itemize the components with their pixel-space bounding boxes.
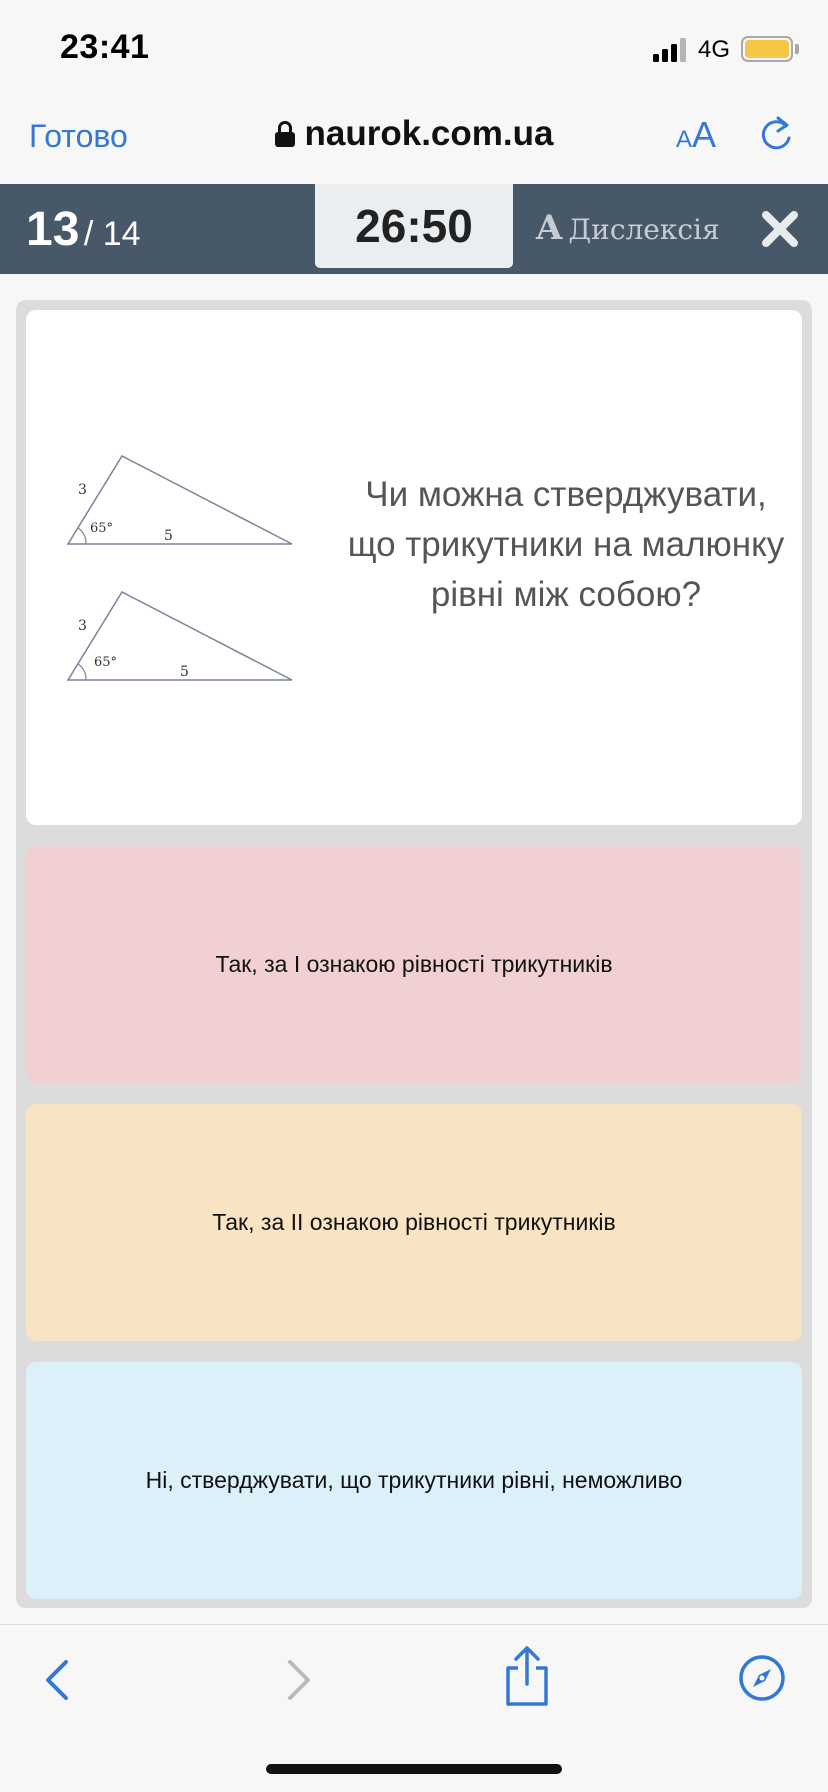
dyslexia-label: Дислексія <box>568 213 720 246</box>
dyslexia-font-icon: A <box>536 208 563 248</box>
triangle-top <box>68 456 292 544</box>
triangle-bottom-side-a: 3 <box>78 618 87 634</box>
compass-icon[interactable] <box>738 1654 786 1702</box>
timer: 26:50 <box>315 184 513 268</box>
triangle-top-angle: 65° <box>90 521 114 536</box>
triangle-top-side-a: 3 <box>78 482 87 498</box>
battery-icon <box>741 36 793 62</box>
signal-bars-icon <box>653 38 689 62</box>
lock-icon <box>275 121 295 147</box>
question-card <box>26 310 802 825</box>
status-bar <box>0 0 828 90</box>
dyslexia-toggle[interactable] <box>536 208 720 248</box>
answer-option-label: Так, за ІІ ознакою рівності трикутників <box>212 1209 616 1235</box>
text-size-large-glyph: A <box>692 114 717 155</box>
answer-option-label: Так, за І ознакою рівності трикутників <box>215 951 613 977</box>
question-counter <box>26 202 141 257</box>
triangle-top-side-b: 5 <box>164 528 173 544</box>
reload-icon[interactable] <box>756 112 796 156</box>
home-indicator[interactable] <box>266 1764 562 1774</box>
triangle-bottom <box>68 592 292 680</box>
url-text: naurok.com.ua <box>304 114 554 153</box>
triangles-figure <box>60 444 300 694</box>
answer-option-label: Ні, стверджувати, що трикутники рівні, неможливо <box>145 1467 683 1493</box>
browser-top-bar <box>0 90 828 184</box>
status-time: 23:41 <box>60 28 150 66</box>
triangle-bottom-angle: 65° <box>94 655 118 670</box>
text-size-button[interactable] <box>676 114 716 156</box>
answer-option-2[interactable] <box>26 1104 802 1341</box>
share-icon[interactable] <box>502 1644 552 1708</box>
question-text: Чи можна стверджувати, що трикутники на малюнку рівні між собою? <box>347 475 785 614</box>
current-question-number: 13 <box>26 203 80 256</box>
forward-icon[interactable] <box>278 1652 318 1708</box>
answer-option-3[interactable] <box>26 1362 802 1599</box>
back-icon[interactable] <box>38 1652 78 1708</box>
done-button[interactable]: Готово <box>29 118 128 154</box>
text-size-small-glyph: A <box>676 126 693 153</box>
total-questions: / 14 <box>83 215 141 253</box>
test-header <box>0 184 828 274</box>
close-icon[interactable] <box>760 209 800 249</box>
triangle-bottom-side-b: 5 <box>180 664 189 680</box>
battery-tip <box>795 44 799 54</box>
answer-option-1[interactable] <box>26 846 802 1083</box>
network-label: 4G <box>698 36 731 63</box>
